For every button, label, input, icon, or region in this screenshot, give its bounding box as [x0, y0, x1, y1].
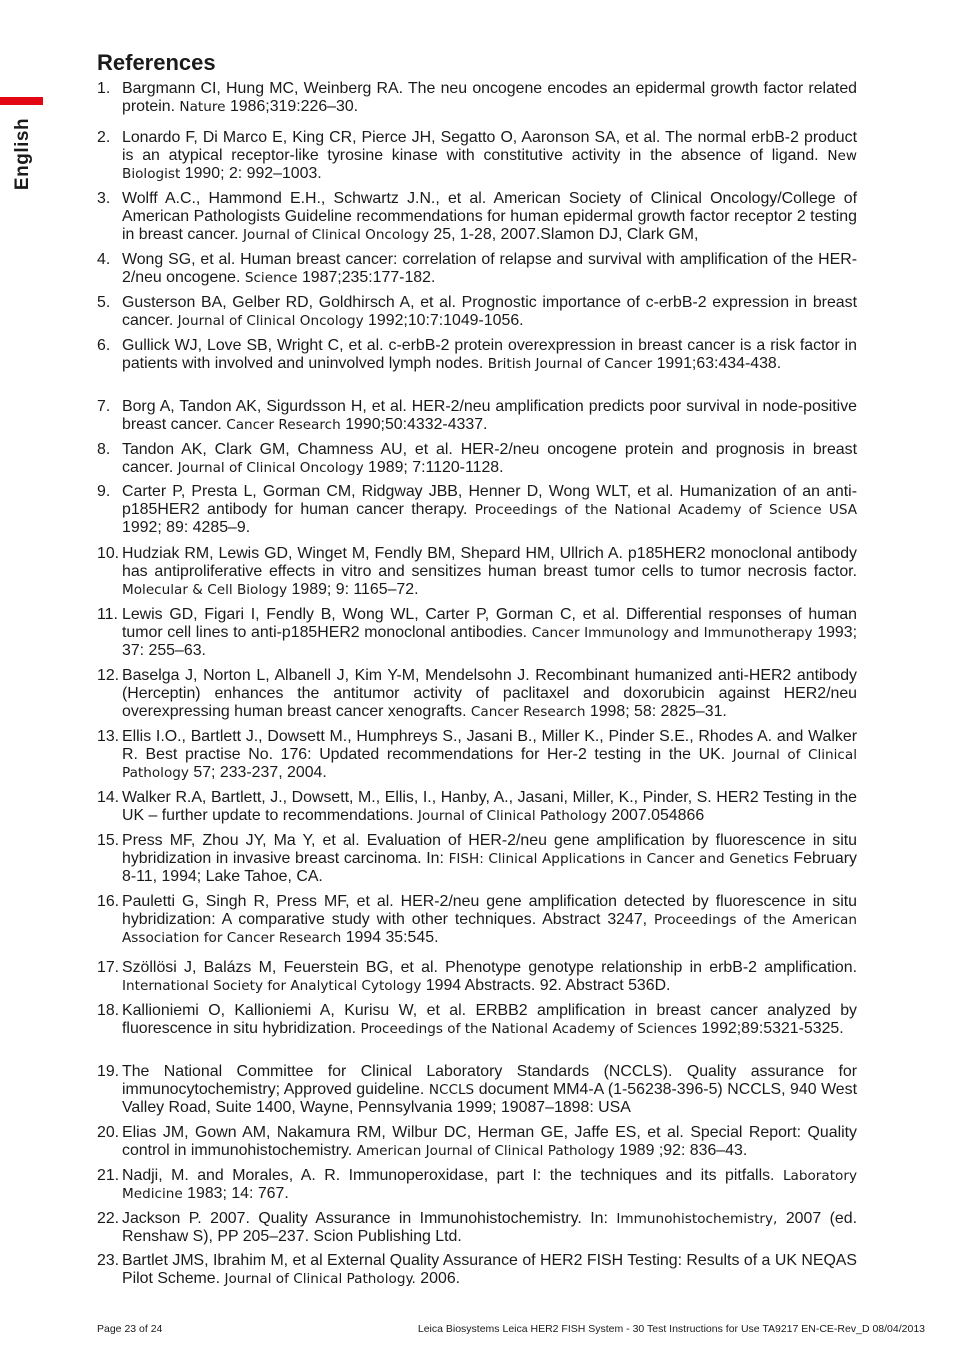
reference-citation-details: 1992;89:5321-5325. — [697, 1020, 844, 1037]
reference-item — [97, 398, 857, 434]
reference-number: 2. — [97, 129, 111, 146]
reference-journal: Journal of Clinical Oncology — [177, 460, 364, 476]
reference-citation-details: 1994 35:545. — [341, 929, 439, 946]
reference-authors-title: Szöllösi J, Balázs M, Feuerstein BG, et al. Phenotype genotype relationship in erbB-2 amplification. — [122, 959, 857, 976]
reference-authors-title: Wolff A.C., Hammond E.H., Schwartz J.N., et al. American Society of Clinical Oncology/College of American Pathologists Guideline recommendations for human epidermal growth factor receptor 2 testing in breast cancer. — [122, 190, 857, 243]
reference-journal: Nature — [179, 99, 226, 115]
reference-journal: International Society for Analytical Cytology — [122, 978, 422, 994]
reference-authors-title: Press MF, Zhou JY, Ma Y, et al. Evaluation of HER-2/neu gene amplification by fluorescence in situ hybridization in invasive breast carcinoma. In: — [122, 832, 857, 867]
reference-authors-title: Ellis I.O., Bartlett J., Dowsett M., Humphreys S., Jasani B., Miller K., Pinder S.E., Rhodes A. and Walker R. Best practise No. 176: Updated recommendations for Her-2 testing in the UK. — [122, 728, 857, 763]
reference-journal: Proceedings of the National Academy of Science USA — [474, 502, 857, 518]
reference-item — [97, 1063, 857, 1117]
reference-journal: Journal of Clinical Pathology — [122, 747, 857, 781]
reference-text — [122, 789, 857, 825]
reference-item — [97, 893, 857, 947]
reference-journal: Cancer Immunology and Immunotherapy — [531, 625, 813, 641]
reference-citation-details: 1990; 2: 992–1003. — [180, 165, 322, 182]
reference-authors-title: Nadji, M. and Morales, A. R. Immunoperoxidase, part I: the techniques and its pitfalls. — [122, 1167, 783, 1184]
reference-item — [97, 545, 857, 599]
reference-item — [97, 190, 857, 244]
reference-journal: American Journal of Clinical Pathology — [356, 1143, 615, 1159]
reference-text — [122, 441, 857, 477]
reference-authors-title: Kallioniemi O, Kallioniemi A, Kurisu W, et al. ERBB2 amplification in breast cancer analyzed by fluorescence in situ hybridization. — [122, 1002, 857, 1037]
reference-text — [122, 832, 857, 886]
reference-number: 8. — [97, 441, 111, 458]
reference-journal: New Biologist — [122, 148, 857, 182]
reference-citation-details: 1989; 7:1120-1128. — [363, 459, 504, 476]
reference-authors-title: Wong SG, et al. Human breast cancer: correlation of relapse and survival with amplification of the HER-2/neu oncogene. — [122, 251, 857, 286]
reference-authors-title: Gullick WJ, Love SB, Wright C, et al. c-erbB-2 protein overexpression in breast cancer is a risk factor in patients with involved and uninvolved lymph nodes. — [122, 337, 857, 372]
reference-number: 15. — [97, 832, 120, 849]
reference-text — [122, 129, 857, 183]
reference-authors-title: Elias JM, Gown AM, Nakamura RM, Wilbur DC, Herman GE, Jaffe ES, et al. Special Report: Quality control in immunohistochemistry. — [122, 1124, 857, 1159]
reference-number: 4. — [97, 251, 111, 268]
reference-text — [122, 483, 857, 537]
reference-text — [122, 251, 857, 287]
reference-item — [97, 832, 857, 886]
reference-item — [97, 959, 857, 995]
reference-text — [122, 728, 857, 782]
reference-citation-details: 1983; 14: 767. — [182, 1185, 289, 1202]
reference-number: 3. — [97, 190, 111, 207]
reference-citation-details: 2006. — [415, 1270, 461, 1287]
reference-citation-details: 1989 ;92: 836–43. — [614, 1142, 748, 1159]
reference-text — [122, 959, 857, 995]
reference-text — [122, 545, 857, 599]
reference-text — [122, 294, 857, 330]
reference-text — [122, 1252, 857, 1288]
reference-journal: Immunohistochemistry, — [616, 1211, 778, 1227]
page-number: Page 23 of 24 — [97, 1323, 163, 1335]
reference-item — [97, 606, 857, 660]
reference-journal: Journal of Clinical Pathology — [417, 808, 607, 824]
reference-authors-title: Baselga J, Norton L, Albanell J, Kim Y-M, Mendelsohn J. Recombinant humanized anti-HER2 antibody (Herceptin) enhances the antitumor activity of paclitaxel and doxorubicin against HER2/neu overexpressing human breast cancer xenografts. — [122, 667, 857, 720]
reference-citation-details: document MM4-A (1-56238-396-5) NCCLS, 940 West Valley Road, Suite 1400, Wayne, Pennsylvania 1999; 19087–1898: USA — [122, 1081, 857, 1116]
reference-journal: Journal of Clinical Pathology. — [224, 1271, 416, 1287]
reference-item — [97, 441, 857, 477]
reference-number: 5. — [97, 294, 111, 311]
reference-citation-details: 1987;235:177-182. — [297, 269, 436, 286]
reference-journal: Journal of Clinical Oncology — [177, 313, 364, 329]
reference-journal: Molecular & Cell Biology — [122, 582, 288, 598]
reference-authors-title: Lewis GD, Figari I, Fendly B, Wong WL, Carter P, Gorman C, et al. Differential responses of human tumor cell lines to anti-p185HER2 monoclonal antibodies. — [122, 606, 857, 641]
reference-authors-title: The National Committee for Clinical Laboratory Standards (NCCLS). Quality assurance for immunocytochemistry; Approved guideline. — [122, 1063, 857, 1098]
reference-item — [97, 728, 857, 782]
language-tab-bar — [0, 97, 43, 105]
reference-item — [97, 1210, 857, 1246]
reference-citation-details: 57; 233-237, 2004. — [188, 764, 327, 781]
reference-authors-title: Walker R.A, Bartlett, J., Dowsett, M., Ellis, I., Hanby, A., Jasani, Miller, K., Pinder, S. HER2 Testing in the UK – further update to recommendations. — [122, 789, 857, 824]
reference-item — [97, 80, 857, 116]
language-label: English — [12, 117, 33, 191]
reference-item — [97, 1167, 857, 1203]
reference-text — [122, 606, 857, 660]
reference-authors-title: Pauletti G, Singh R, Press MF, et al. HER-2/neu gene amplification detected by fluorescence in situ hybridization: A comparative study with other techniques. Abstract 3247, — [122, 893, 857, 928]
reference-item — [97, 789, 857, 825]
reference-number: 17. — [97, 959, 120, 976]
reference-item — [97, 294, 857, 330]
reference-number: 1. — [97, 80, 111, 97]
reference-number: 9. — [97, 483, 111, 500]
reference-item — [97, 667, 857, 721]
reference-citation-details: 1990;50:4332-4337. — [340, 416, 488, 433]
reference-text — [122, 1167, 857, 1203]
reference-citation-details: February 8-11, 1994; Lake Tahoe, CA. — [122, 850, 857, 885]
document-info: Leica Biosystems Leica HER2 FISH System - 30 Test Instructions for Use TA9217 EN-CE-Rev_D 08/04/2013 — [417, 1323, 925, 1335]
reference-citation-details: 1992;10:7:1049-1056. — [363, 312, 524, 329]
reference-item — [97, 251, 857, 287]
reference-text — [122, 1063, 857, 1117]
reference-number: 13. — [97, 728, 120, 745]
reference-text — [122, 893, 857, 947]
reference-citation-details: 1992; 89: 4285–9. — [122, 519, 251, 536]
reference-text — [122, 337, 857, 373]
reference-authors-title: Bartlet JMS, Ibrahim M, et al External Quality Assurance of HER2 FISH Testing: Results of a UK NEQAS Pilot Scheme. — [122, 1252, 857, 1287]
reference-item — [97, 483, 857, 537]
reference-journal: British Journal of Cancer — [487, 356, 653, 372]
reference-citation-details: 1989; 9: 1165–72. — [287, 581, 419, 598]
reference-number: 11. — [97, 606, 118, 623]
reference-number: 16. — [97, 893, 120, 910]
reference-item — [97, 1124, 857, 1160]
reference-citation-details: 25, 1-28, 2007.Slamon DJ, Clark GM, — [429, 226, 699, 243]
reference-text — [122, 190, 857, 244]
reference-number: 7. — [97, 398, 111, 415]
reference-authors-title: Hudziak RM, Lewis GD, Winget M, Fendly BM, Shepard HM, Ullrich A. p185HER2 monoclonal antibody has antiproliferative effects in vitro and sensitizes human breast tumor cells to tumor necrosis factor. — [122, 545, 857, 580]
reference-text — [122, 80, 857, 116]
reference-journal: Science — [244, 270, 298, 286]
reference-number: 22. — [97, 1210, 120, 1227]
references-heading: References — [97, 50, 216, 75]
reference-citation-details: 1991;63:434-438. — [652, 355, 782, 372]
reference-journal: Cancer Research — [226, 417, 341, 433]
reference-journal: Laboratory Medicine — [122, 1168, 857, 1202]
reference-text — [122, 398, 857, 434]
reference-number: 20. — [97, 1124, 120, 1141]
reference-text — [122, 1210, 857, 1246]
reference-number: 21. — [97, 1167, 120, 1184]
reference-item — [97, 129, 857, 183]
reference-item — [97, 1252, 857, 1288]
reference-authors-title: Jackson P. 2007. Quality Assurance in Immunohistochemistry. In: — [122, 1210, 617, 1227]
reference-authors-title: Tandon AK, Clark GM, Chamness AU, et al. HER-2/neu oncogene protein and prognosis in breast cancer. — [122, 441, 857, 476]
reference-item — [97, 337, 857, 373]
reference-number: 23. — [97, 1252, 120, 1269]
reference-number: 12. — [97, 667, 120, 684]
reference-number: 19. — [97, 1063, 120, 1080]
reference-text — [122, 667, 857, 721]
reference-journal: Journal of Clinical Oncology — [243, 227, 429, 243]
reference-citation-details: 1993; 37: 255–63. — [122, 624, 857, 659]
reference-number: 6. — [97, 337, 111, 354]
reference-item — [97, 1002, 857, 1038]
reference-citation-details: 2007.054866 — [606, 807, 705, 824]
reference-authors-title: Bargmann CI, Hung MC, Weinberg RA. The neu oncogene encodes an epidermal growth factor related protein. — [122, 80, 857, 115]
reference-citation-details: 1994 Abstracts. 92. Abstract 536D. — [421, 977, 671, 994]
reference-citation-details: 1986;319:226–30. — [225, 98, 359, 115]
reference-number: 14. — [97, 789, 120, 806]
reference-journal: Proceedings of the National Academy of Sciences — [360, 1021, 697, 1037]
reference-journal: NCCLS — [428, 1082, 475, 1098]
reference-journal: FISH: Clinical Applications in Cancer and Genetics — [448, 851, 789, 867]
reference-journal: Cancer Research — [470, 704, 586, 720]
reference-number: 18. — [97, 1002, 120, 1019]
reference-authors-title: Carter P, Presta L, Gorman CM, Ridgway JBB, Henner D, Wong WLT, et al. Humanization of an anti-p185HER2 antibody for human cancer therapy. — [122, 483, 857, 518]
reference-authors-title: Borg A, Tandon AK, Sigurdsson H, et al. HER-2/neu amplification predicts poor survival in node-positive breast cancer. — [122, 398, 857, 433]
reference-authors-title: Gusterson BA, Gelber RD, Goldhirsch A, et al. Prognostic importance of c-erbB-2 expression in breast cancer. — [122, 294, 857, 329]
reference-text — [122, 1124, 857, 1160]
reference-journal: Proceedings of the American Association for Cancer Research — [122, 912, 857, 946]
reference-authors-title: Lonardo F, Di Marco E, King CR, Pierce JH, Segatto O, Aaronson SA, et al. The normal erbB-2 product is an atypical receptor-like tyrosine kinase with constitutive activity in the absence of ligand. — [122, 129, 857, 164]
reference-citation-details: 1998; 58: 2825–31. — [585, 703, 727, 720]
reference-text — [122, 1002, 857, 1038]
reference-number: 10. — [97, 545, 120, 562]
reference-citation-details: 2007 (ed. Renshaw S), PP 205–237. Scion Publishing Ltd. — [122, 1210, 857, 1245]
